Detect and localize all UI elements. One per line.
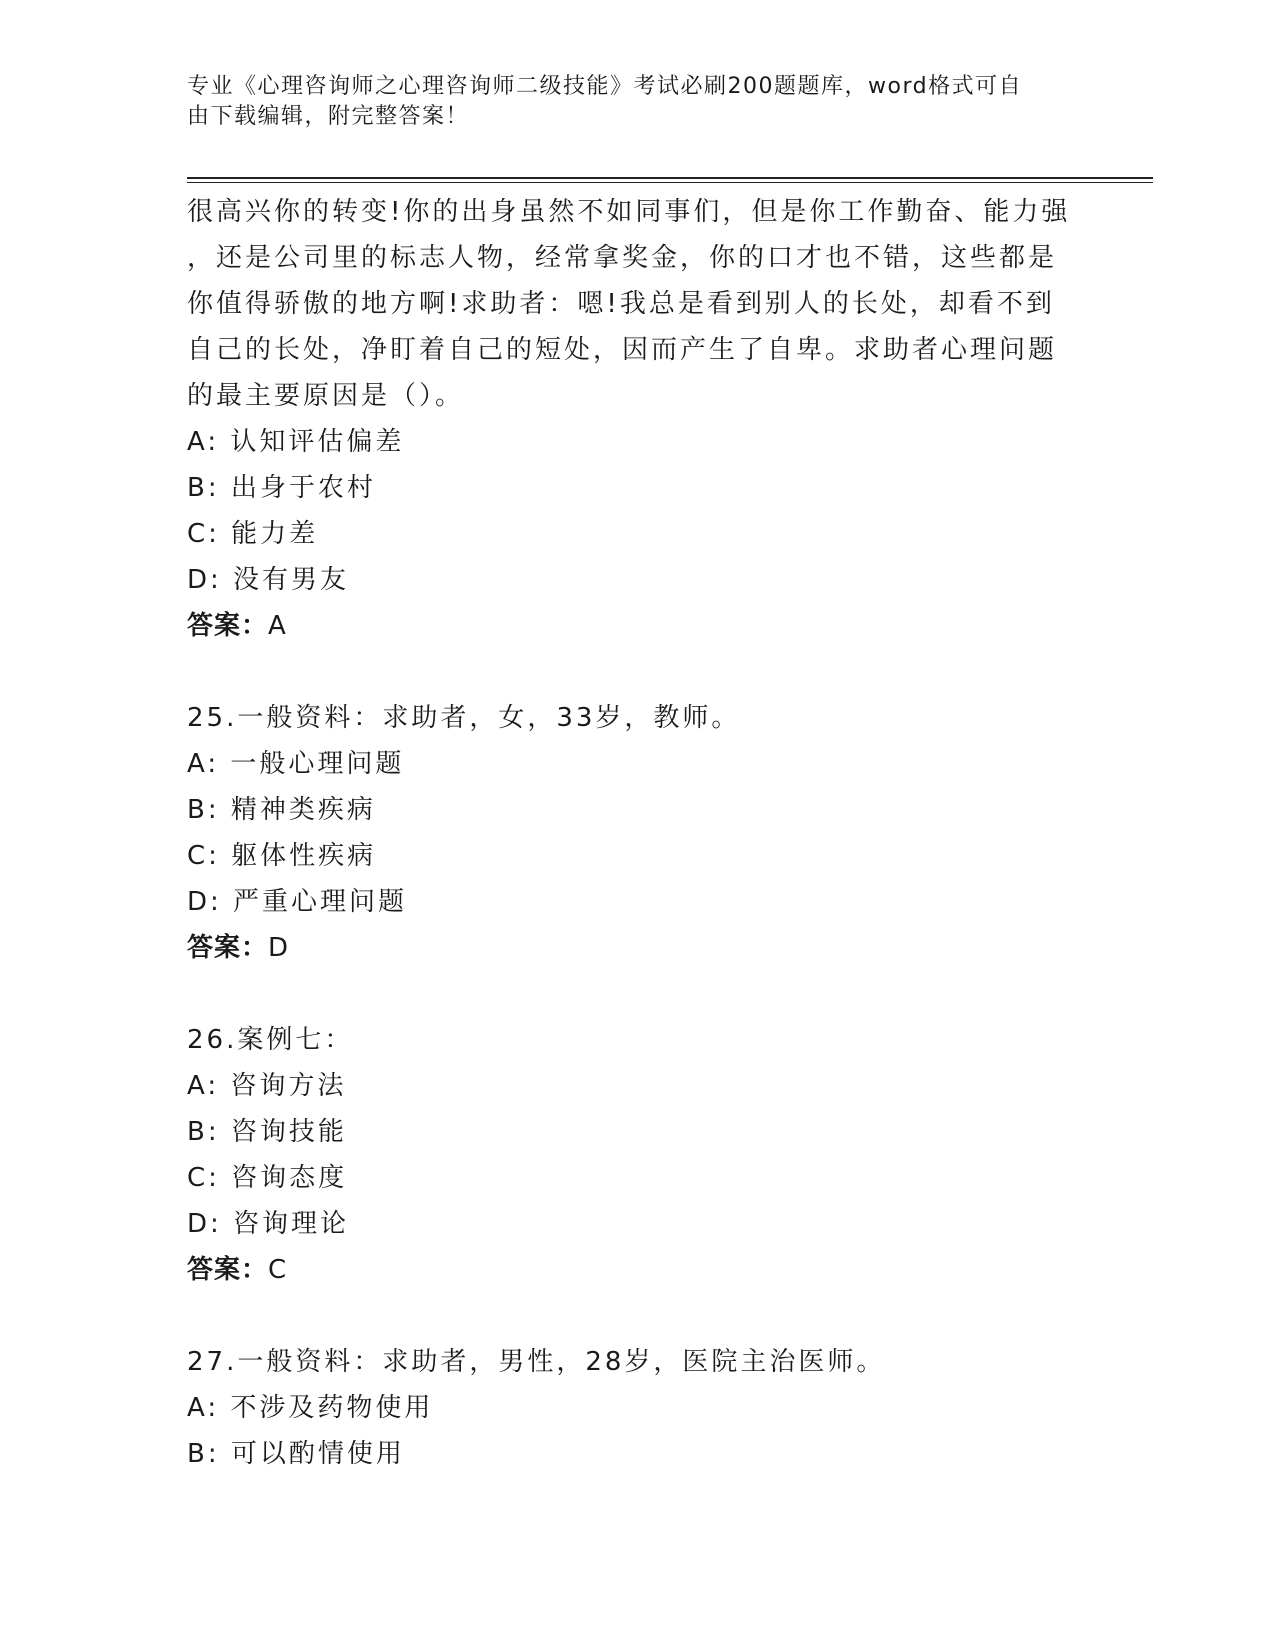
spacer	[187, 1293, 1087, 1339]
option-b: B: 咨询技能	[187, 1117, 347, 1147]
question-stem	[187, 189, 1087, 419]
option-a: A: 不涉及药物使用	[187, 1393, 434, 1423]
option-c: C: 咨询态度	[187, 1163, 348, 1193]
option-c: C: 能力差	[187, 519, 319, 549]
option-a: A: 认知评估偏差	[187, 427, 405, 457]
stem-line: 自己的长处，净盯着自己的短处，因而产生了自卑。求助者心理问题	[187, 335, 1058, 365]
question-stem: 26.案例七：	[187, 1025, 354, 1055]
question-24	[187, 189, 1087, 649]
question-stem: 27.一般资料：求助者，男性，28岁，医院主治医师。	[187, 1347, 886, 1377]
question-25	[187, 695, 1087, 971]
answer	[187, 925, 1087, 971]
answer-value: A	[268, 611, 289, 641]
spacer	[187, 649, 1087, 695]
spacer	[187, 971, 1087, 1017]
header-divider-thin	[187, 182, 1153, 183]
header-divider-thick	[187, 177, 1153, 179]
answer	[187, 603, 1087, 649]
option-d: D: 没有男友	[187, 565, 350, 595]
question-content	[187, 189, 1087, 1477]
option-b: B: 可以酌情使用	[187, 1439, 405, 1469]
header-line-1: 专业《心理咨询师之心理咨询师二级技能》考试必刷200题题库，word格式可自	[187, 74, 1023, 99]
answer-value: C	[268, 1255, 290, 1285]
answer-label: 答案：	[187, 1255, 269, 1285]
answer-label: 答案：	[187, 933, 269, 963]
question-stem: 25.一般资料：求助者，女，33岁，教师。	[187, 703, 741, 733]
stem-line: 的最主要原因是（）。	[187, 381, 465, 411]
option-b: B: 精神类疾病	[187, 795, 376, 825]
header-line-2: 由下载编辑，附完整答案！	[187, 104, 470, 129]
question-26	[187, 1017, 1087, 1293]
option-b: B: 出身于农村	[187, 473, 376, 503]
stem-line: 你值得骄傲的地方啊!求助者：嗯!我总是看到别人的长处，却看不到	[187, 289, 1055, 319]
answer-label: 答案：	[187, 611, 269, 641]
option-a: A: 咨询方法	[187, 1071, 347, 1101]
option-c: C: 躯体性疾病	[187, 841, 377, 871]
page-header	[187, 72, 1067, 132]
question-27	[187, 1339, 1087, 1477]
option-d: D: 严重心理问题	[187, 887, 408, 917]
option-d: D: 咨询理论	[187, 1209, 350, 1239]
option-a: A: 一般心理问题	[187, 749, 405, 779]
answer-value: D	[268, 933, 292, 963]
stem-line: ，还是公司里的标志人物，经常拿奖金，你的口才也不错，这些都是	[187, 243, 1058, 273]
stem-line: 很高兴你的转变!你的出身虽然不如同事们，但是你工作勤奋、能力强	[187, 197, 1071, 227]
answer	[187, 1247, 1087, 1293]
